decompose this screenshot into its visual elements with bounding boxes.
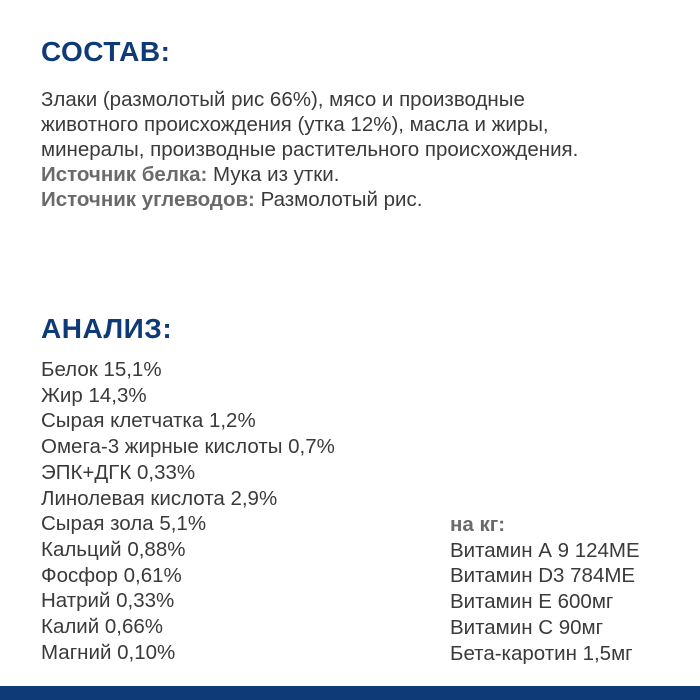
carbs-source-label: Источник углеводов:: [41, 188, 255, 211]
carbs-source-value: Размолотый рис.: [254, 188, 423, 211]
composition-heading: СОСТАВ:: [41, 36, 171, 67]
analysis-heading: АНАЛИЗ:: [41, 313, 173, 344]
carbs-source: [41, 187, 681, 212]
analysis-item: Жир 14,3%: [41, 383, 147, 407]
analysis-item: Белок 15,1%: [41, 358, 162, 381]
analysis-item: Натрий 0,33%: [41, 589, 175, 613]
analysis-item: Калий 0,66%: [41, 615, 164, 639]
per-kg-label: на кг:: [450, 513, 506, 536]
protein-source-label: Источник белка:: [41, 163, 208, 186]
analysis-item: Сырая зола 5,1%: [41, 512, 207, 536]
analysis-item: Кальций 0,88%: [41, 537, 186, 561]
footer-bar: [0, 686, 700, 700]
composition-line: минералы, производные растительного происхождения.: [41, 138, 579, 161]
protein-source: [41, 162, 681, 187]
protein-source-value: Мука из утки.: [207, 163, 340, 186]
vitamin-item: Витамин А 9 124МЕ: [450, 538, 640, 562]
per-kg-list: [450, 512, 640, 666]
analysis-item: Фосфор 0,61%: [41, 563, 182, 587]
composition-line: Злаки (размолотый рис 66%), мясо и производные: [41, 88, 525, 111]
analysis-item: Омега-3 жирные кислоты 0,7%: [41, 435, 335, 459]
analysis-item: Магний 0,10%: [41, 640, 176, 664]
composition-text: [41, 87, 681, 212]
vitamin-item: Витамин Е 600мг: [450, 590, 614, 614]
vitamin-item: Бета-каротин 1,5мг: [450, 641, 633, 665]
vitamin-item: Витамин D3 784МЕ: [450, 564, 636, 588]
vitamin-item: Витамин С 90мг: [450, 615, 604, 639]
analysis-item: ЭПК+ДГК 0,33%: [41, 460, 196, 484]
analysis-list: [41, 357, 335, 665]
composition-line: животного происхождения (утка 12%), масла и жиры,: [41, 113, 549, 136]
analysis-item: Линолевая кислота 2,9%: [41, 486, 278, 510]
analysis-item: Сырая клетчатка 1,2%: [41, 409, 256, 433]
